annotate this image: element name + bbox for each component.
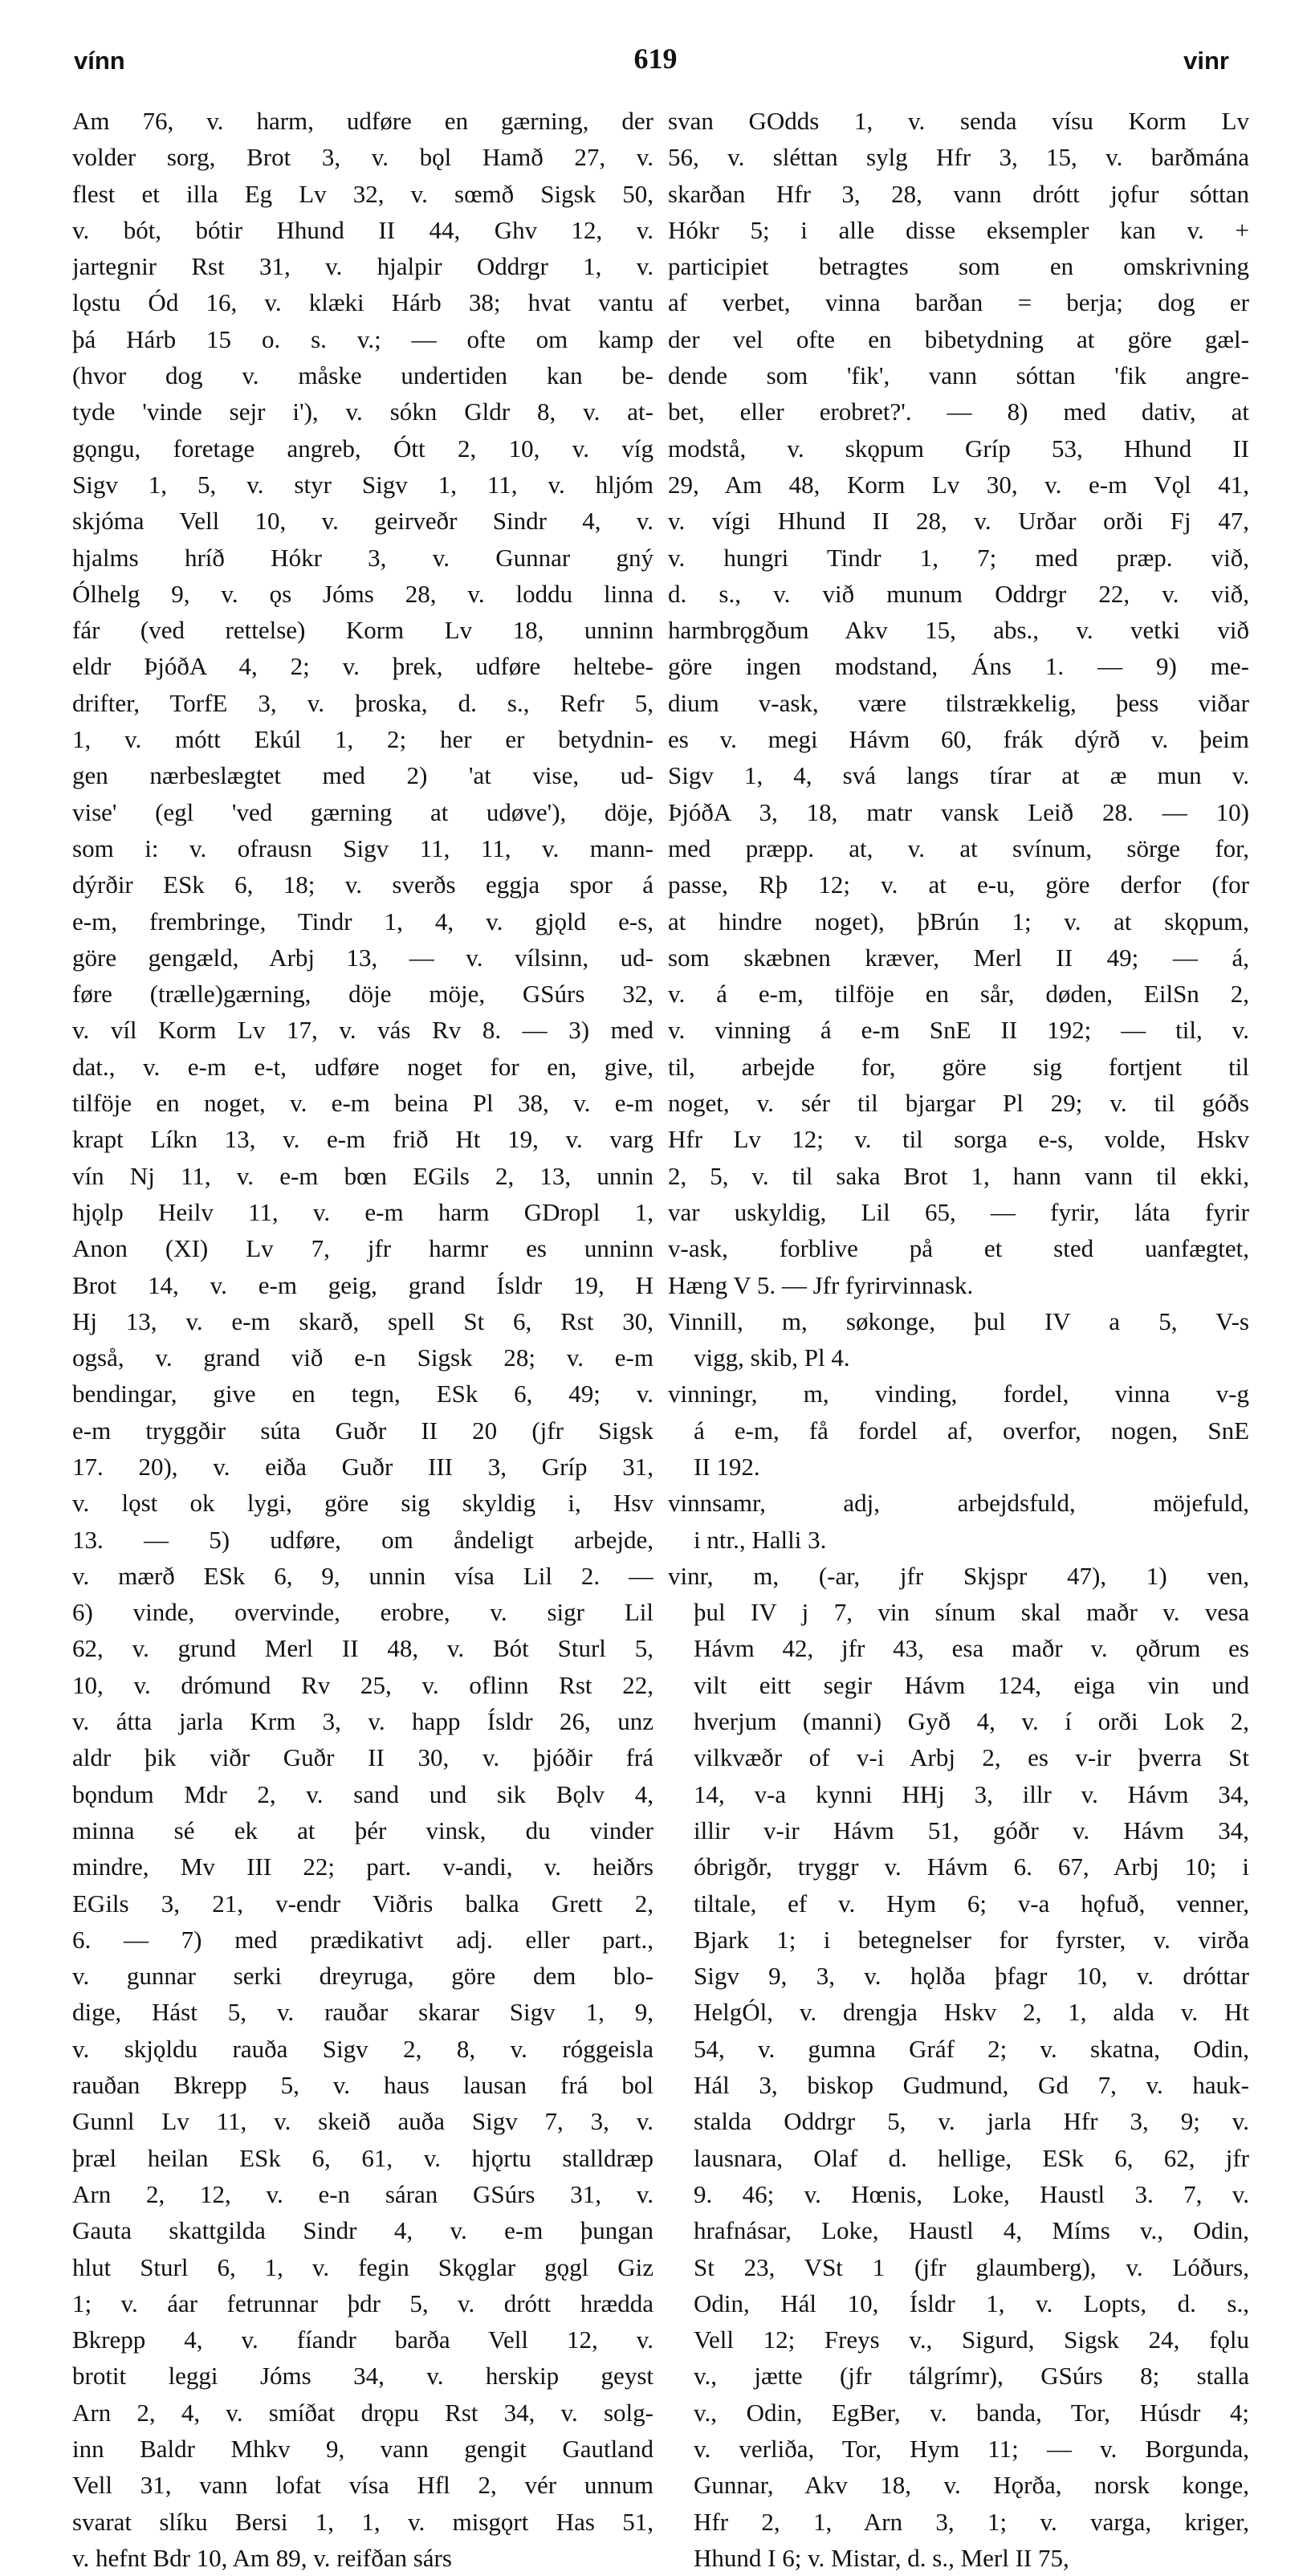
text-line: Bjark 1; i betegnelser for fyrster, v. virða [694,1925,1249,1954]
text-line: føre (trælle)gærning, döje möje, GSúrs 32, [72,980,653,1009]
text-line: 1; v. áar fetrunnar þdr 5, v. drótt hrædda [72,2289,653,2317]
text-line: rauðan Bkrepp 5, v. haus lausan frá bol [72,2071,653,2100]
text-line: 9. 46; v. Hœnis, Loke, Haustl 3. 7, v. [694,2179,1249,2208]
text-line: ÞjóðA 3, 18, matr vansk Leið 28. — 10) [668,797,1249,826]
text-line: mindre, Mv III 22; part. v-andi, v. heiðrs [72,1853,653,1881]
text-line: dýrðir ESk 6, 18; v. sverðs eggja spor á [72,870,653,899]
text-line: Sigv 9, 3, v. hǫlða þfagr 10, v. dróttar [694,1962,1249,1991]
text-line: þul IV j 7, vin sínum skal maðr v. vesa [694,1598,1249,1627]
text-line: v. lǫst ok lygi, göre sig skyldig i, Hsv [72,1489,653,1518]
text-line: þræl heilan ESk 6, 61, v. hjǫrtu stalldræp [72,2143,653,2172]
text-line: v. víl Korm Lv 17, v. vás Rv 8. — 3) med [72,1016,653,1045]
text-line: v. vígi Hhund II 28, v. Urðar orði Fj 47, [668,507,1249,536]
text-line: noget, v. sér til bjargar Pl 29; v. til góðs [668,1089,1249,1118]
text-line: krapt Líkn 13, v. e-m frið Ht 19, v. varg [72,1125,653,1154]
text-line: fár (ved rettelse) Korm Lv 18, unninn [72,616,653,645]
text-line: harmbrǫgðum Akv 15, abs., v. vetki við [668,616,1249,645]
text-line: volder sorg, Brot 3, v. bǫl Hamð 27, v. [72,143,653,172]
text-line: gǫngu, foretage angreb, Ótt 2, 10, v. víg [72,434,653,463]
text-line: þá Hárb 15 o. s. v.; — ofte om kamp [72,324,653,353]
right-column [668,103,1249,2576]
text-line: flest et illa Eg Lv 32, v. sœmð Sigsk 50, [72,179,653,208]
text-line: Hókr 5; i alle disse eksempler kan v. + [668,215,1249,244]
text-line: v. hungri Tindr 1, 7; med præp. við, [668,543,1249,572]
text-line: Sigv 1, 4, svá langs tírar at æ mun v. [668,761,1249,790]
text-line: Gunnl Lv 11, v. skeið auða Sigv 7, 3, v. [72,2107,653,2136]
text-line: Vell 31, vann lofat vísa Hfl 2, vér unnum [72,2471,653,2500]
text-line: Ólhelg 9, v. ǫs Jóms 28, v. loddu linna [72,579,653,608]
text-line: v., jætte (jfr tálgrímr), GSúrs 8; stalla [694,2362,1249,2391]
text-line: lǫstu Ód 16, v. klæki Hárb 38; hvat vantu [72,288,653,317]
text-line: der vel ofte en bibetydning at göre gæl- [668,324,1249,353]
text-line: göre ingen modstand, Áns 1. — 9) me- [668,652,1249,681]
text-line: Anon (XI) Lv 7, jfr harmr es unninn [72,1234,653,1263]
text-line: dende som 'fik', vann sóttan 'fik angre- [668,361,1249,390]
text-line: 1, v. mótt Ekúl 1, 2; her er betydnin- [72,725,653,754]
text-line: v. gunnar serki dreyruga, göre dem blo- [72,1962,653,1991]
text-line: vinnsamr, adj, arbejdsfuld, möjefuld, [668,1489,1249,1518]
text-line: participiet betragtes som en omskrivning [668,252,1249,281]
text-line: bet, eller erobret?'. — 8) med dativ, at [668,397,1249,426]
text-line: vilkvæðr of v-i Arbj 2, es v-ir þverra St [694,1743,1249,1772]
text-line: 14, v-a kynni HHj 3, illr v. Hávm 34, [694,1779,1249,1808]
text-line: var uskyldig, Lil 65, — fyrir, láta fyrir [668,1197,1249,1226]
text-line: 56, v. sléttan sylg Hfr 3, 15, v. barðmána [668,143,1249,172]
text-line: Sigv 1, 5, v. styr Sigv 1, 11, v. hljóm [72,470,653,499]
page-number: 619 [633,43,678,75]
text-line: vise' (egl 'ved gærning at udøve'), döje, [72,797,653,826]
text-line: tilföje en noget, v. e-m beina Pl 38, v. e-m [72,1089,653,1118]
text-line: skarðan Hfr 3, 28, vann drótt jǫfur sóttan [668,179,1249,208]
text-line: v., Odin, EgBer, v. banda, Tor, Húsdr 4; [694,2398,1249,2427]
text-line: vilt eitt segir Hávm 124, eiga vin und [694,1670,1249,1699]
text-line: svarat slíku Bersi 1, 1, v. misgǫrt Has 51, [72,2507,653,2536]
text-line: dat., v. e-m e-t, udføre noget for en, give, [72,1052,653,1081]
text-line: St 23, VSt 1 (jfr glaumberg), v. Lóðurs, [694,2252,1249,2281]
text-line: v. mærð ESk 6, 9, unnin vísa Lil 2. — [72,1561,653,1590]
text-line: Vinnill, m, søkonge, þul IV a 5, V-s [668,1306,1249,1335]
text-line: Hj 13, v. e-m skarð, spell St 6, Rst 30, [72,1306,653,1335]
text-line: e-m, frembringe, Tindr 1, 4, v. gjǫld e-s, [72,907,653,935]
text-line: hlut Sturl 6, 1, v. fegin Skǫglar gǫgl Giz [72,2252,653,2281]
text-line: af verbet, vinna barðan = berja; dog er [668,288,1249,317]
running-head-left: vínn [74,47,125,75]
text-line: e-m tryggðir súta Guðr II 20 (jfr Sigsk [72,1416,653,1445]
text-line: til, arbejde for, göre sig fortjent til [668,1052,1249,1081]
text-line: 13. — 5) udføre, om åndeligt arbejde, [72,1525,653,1554]
text-line: minna sé ek at þér vinsk, du vinder [72,1816,653,1844]
text-line: i ntr., Halli 3. [694,1525,827,1554]
text-line: Hfr Lv 12; v. til sorga e-s, volde, Hskv [668,1125,1249,1154]
text-line: Hál 3, biskop Gudmund, Gd 7, v. hauk- [694,2071,1249,2100]
text-line: II 192. [694,1452,760,1481]
text-line: Hæng V 5. — Jfr fyrirvinnask. [668,1270,974,1299]
text-line: EGils 3, 21, v-endr Viðris balka Grett 2, [72,1889,653,1918]
text-line: skjóma Vell 10, v. geirveðr Sindr 4, v. [72,507,653,536]
text-line: dium v-ask, være tilstrækkelig, þess viðar [668,688,1249,717]
text-line: v. átta jarla Krm 3, v. happ Ísldr 26, unz [72,1707,653,1736]
text-line: Am 76, v. harm, udføre en gærning, der [72,107,653,135]
text-line: stalda Oddrgr 5, v. jarla Hfr 3, 9; v. [694,2107,1249,2136]
text-line: v. skjǫldu rauða Sigv 2, 8, v. róggeisla [72,2034,653,2063]
text-line: HelgÓl, v. drengja Hskv 2, 1, alda v. Ht [694,1998,1249,2027]
text-line: v. bót, bótir Hhund II 44, Ghv 12, v. [72,215,653,244]
text-line: v. verliða, Tor, Hym 11; — v. Borgunda, [694,2435,1249,2463]
text-line: bǫndum Mdr 2, v. sand und sik Bǫlv 4, [72,1779,653,1808]
text-line: hrafnásar, Loke, Haustl 4, Míms v., Odin, [694,2216,1249,2245]
text-line: 17. 20), v. eiða Guðr III 3, Gríp 31, [72,1452,653,1481]
text-line: v. á e-m, tilföje en sår, døden, EilSn 2, [668,980,1249,1009]
text-line: vinningr, m, vinding, fordel, vinna v-g [668,1380,1249,1408]
text-line: bendingar, give en tegn, ESk 6, 49; v. [72,1380,653,1408]
text-line: Arn 2, 12, v. e-n sáran GSúrs 31, v. [72,2179,653,2208]
text-line: svan GOdds 1, v. senda vísu Korm Lv [668,107,1249,135]
left-column [72,103,653,2576]
text-line: hverjum (manni) Gyð 4, v. í orði Lok 2, [694,1707,1249,1736]
text-line: 62, v. grund Merl II 48, v. Bót Sturl 5, [72,1634,653,1663]
text-line: vín Nj 11, v. e-m bœn EGils 2, 13, unnin [72,1161,653,1190]
text-line: vigg, skib, Pl 4. [694,1343,850,1372]
text-line: 6. — 7) med prædikativt adj. eller part., [72,1925,653,1954]
text-line: lausnara, Olaf d. hellige, ESk 6, 62, jfr [694,2143,1249,2172]
text-line: Hhund I 6; v. Mistar, d. s., Merl II 75, [694,2543,1069,2572]
text-line: es v. megi Hávm 60, frák dýrð v. þeim [668,725,1249,754]
text-line: Gunnar, Akv 18, v. Hǫrða, norsk konge, [694,2471,1249,2500]
text-line: modstå, v. skǫpum Gríp 53, Hhund II [668,434,1249,463]
text-line: hjǫlp Heilv 11, v. e-m harm GDropl 1, [72,1197,653,1226]
text-line: Odin, Hál 10, Ísldr 1, v. Lopts, d. s., [694,2289,1249,2317]
text-line: 54, v. gumna Gráf 2; v. skatna, Odin, [694,2034,1249,2063]
text-line: d. s., v. við munum Oddrgr 22, v. við, [668,579,1249,608]
text-line: tiltale, ef v. Hym 6; v-a hǫfuð, venner, [694,1889,1249,1918]
text-line: gen nærbeslægtet med 2) 'at vise, ud- [72,761,653,790]
text-line: Gauta skattgilda Sindr 4, v. e-m þungan [72,2216,653,2245]
text-line: også, v. grand við e-n Sigsk 28; v. e-m [72,1343,653,1372]
text-line: v. hefnt Bdr 10, Am 89, v. reifðan sárs [72,2543,452,2572]
text-line: á e-m, få fordel af, overfor, nogen, SnE [694,1416,1249,1445]
text-line: som skæbnen kræver, Merl II 49; — á, [668,943,1249,972]
text-line: óbrigðr, tryggr v. Hávm 6. 67, Arbj 10; i [694,1853,1249,1881]
text-line: dige, Hást 5, v. rauðar skarar Sigv 1, 9, [72,1998,653,2027]
text-line: vinr, m, (-ar, jfr Skjspr 47), 1) ven, [668,1561,1249,1590]
text-line: v-ask, forblive på et sted uanfægtet, [668,1234,1249,1263]
text-line: at hindre noget), þBrún 1; v. at skǫpum, [668,907,1249,935]
text-line: Vell 12; Freys v., Sigurd, Sigsk 24, fǫlu [694,2325,1249,2354]
text-line: Hfr 2, 1, Arn 3, 1; v. varga, kriger, [694,2507,1249,2536]
text-line: drifter, TorfE 3, v. þroska, d. s., Refr 5, [72,688,653,717]
text-line: illir v-ir Hávm 51, góðr v. Hávm 34, [694,1816,1249,1844]
text-line: (hvor dog v. måske undertiden kan be- [72,361,653,390]
text-line: 6) vinde, overvinde, erobre, v. sigr Lil [72,1598,653,1627]
text-line: tyde 'vinde sejr i'), v. sókn Gldr 8, v. at- [72,397,653,426]
text-line: eldr ÞjóðA 4, 2; v. þrek, udføre heltebe- [72,652,653,681]
text-line: Brot 14, v. e-m geig, grand Ísldr 19, H [72,1270,653,1299]
text-line: Arn 2, 4, v. smíðat drǫpu Rst 34, v. solg- [72,2398,653,2427]
text-line: med præpp. at, v. at svínum, sörge for, [668,834,1249,862]
text-line: aldr þik viðr Guðr II 30, v. þjóðir frá [72,1743,653,1772]
text-line: som i: v. ofrausn Sigv 11, 11, v. mann- [72,834,653,862]
text-line: hjalms hríð Hókr 3, v. Gunnar gný [72,543,653,572]
running-head-right: vinr [1183,47,1229,75]
text-line: jartegnir Rst 31, v. hjalpir Oddrgr 1, v. [72,252,653,281]
text-line: brotit leggi Jóms 34, v. herskip geyst [72,2362,653,2391]
text-line: 29, Am 48, Korm Lv 30, v. e-m Vǫl 41, [668,470,1249,499]
text-line: Bkrepp 4, v. fíandr barða Vell 12, v. [72,2325,653,2354]
text-line: 10, v. drómund Rv 25, v. oflinn Rst 22, [72,1670,653,1699]
text-line: göre gengæld, Arbj 13, — v. vílsinn, ud- [72,943,653,972]
text-line: 2, 5, v. til saka Brot 1, hann vann til ekki, [668,1161,1249,1190]
text-line: Hávm 42, jfr 43, esa maðr v. ǫðrum es [694,1634,1249,1663]
text-line: passe, Rþ 12; v. at e-u, göre derfor (for [668,870,1249,899]
text-line: inn Baldr Mhkv 9, vann gengit Gautland [72,2435,653,2463]
text-line: v. vinning á e-m SnE II 192; — til, v. [668,1016,1249,1045]
